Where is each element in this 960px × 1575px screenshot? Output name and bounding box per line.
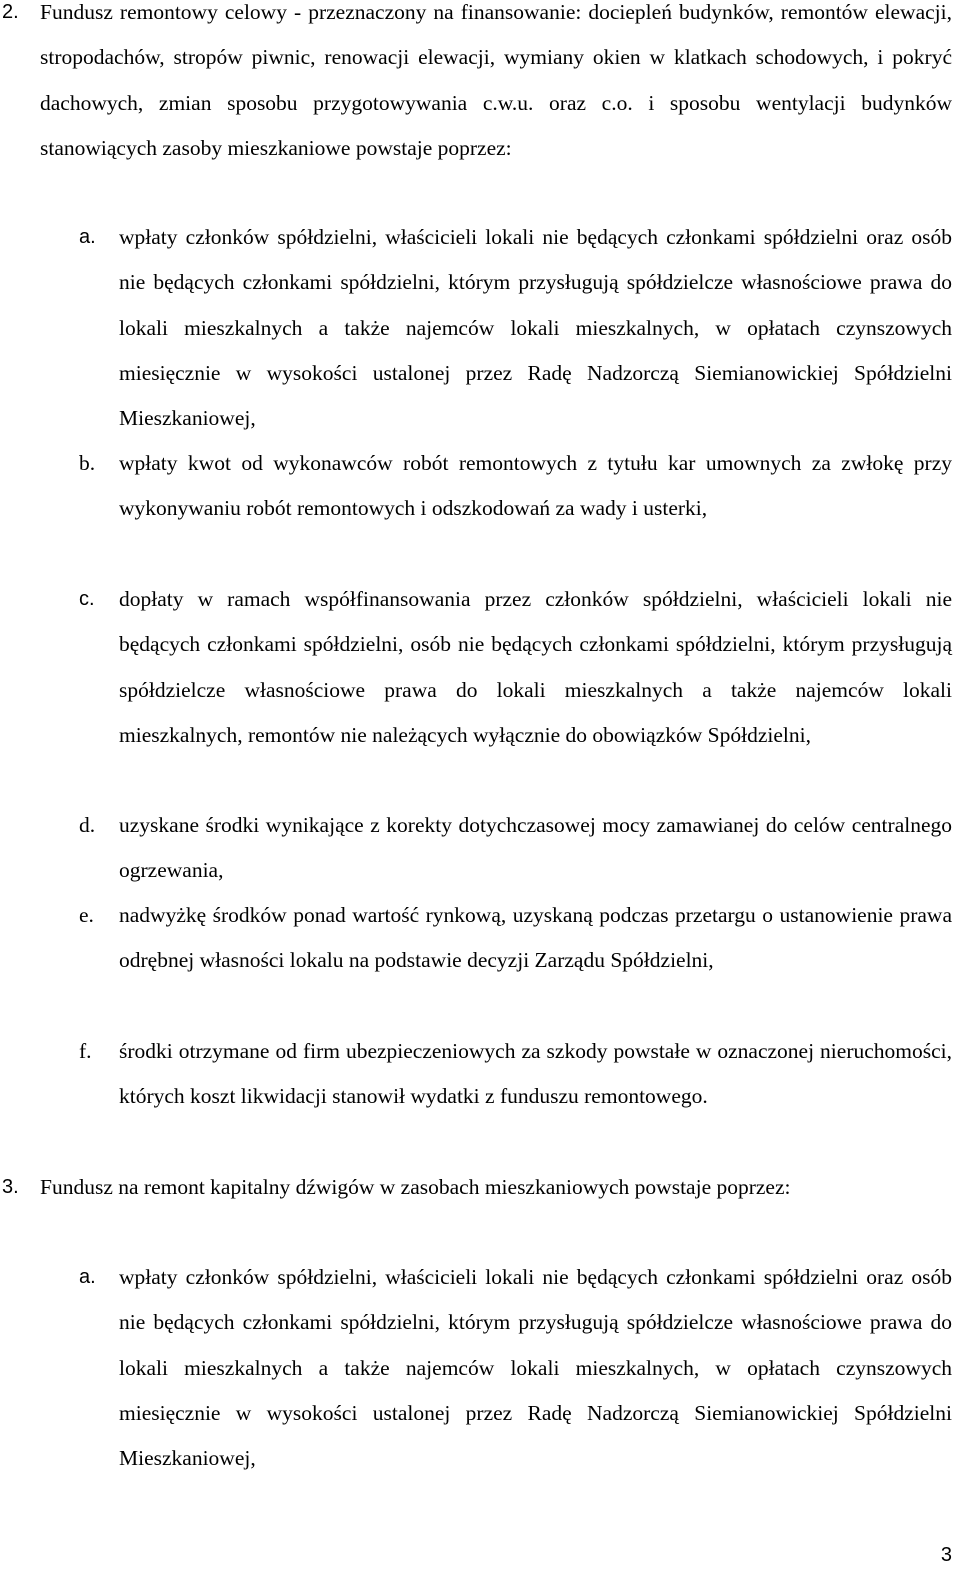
subitem-letter: a.: [79, 1266, 96, 1288]
subitem-letter: e.: [79, 903, 94, 927]
section-number: 2.: [2, 1, 19, 23]
subitem-letter: f.: [79, 1039, 92, 1063]
section-item-3: [0, 1165, 952, 1210]
subitem-letter: d.: [79, 813, 96, 837]
subitem-text: wpłaty członków spółdzielni, właścicieli lokali nie będących członkami spółdzielni oraz osób nie będących członkami spółdzielni, którym przysługują spółdzielcze własnościowe prawa do lokali mieszkalnych a także najemców lokali mieszkalnych, w opłatach czynszowych miesięcznie w wysokości ustalonej przez Radę Nadzorczą Siemianowickiej Spółdzielni Mieszkaniowej,: [119, 1265, 952, 1471]
subitem-text: nadwyżkę środków ponad wartość rynkową, uzyskaną podczas przetargu o ustanowienie prawa odrębnej własności lokalu na podstawie decyzji Zarządu Spółdzielni,: [119, 903, 952, 973]
subitem-2f: [0, 1029, 952, 1120]
section-text: Fundusz remontowy celowy - przeznaczony na finansowanie: dociepleń budynków, remontów elewacji, stropodachów, stropów piwnic, renowacji elewacji, wymiany okien w klatkach schodowych, i pokryć dachowych, zmian sposobu przygotowywania c.w.u. oraz c.o. i sposobu wentylacji budynków stanowiących zasoby mieszkaniowe powstaje poprzez:: [40, 0, 952, 160]
subitem-text: środki otrzymane od firm ubezpieczeniowych za szkody powstałe w oznaczonej nieruchomości, których koszt likwidacji stanowił wydatki z funduszu remontowego.: [119, 1039, 952, 1109]
page-number: 3: [940, 1544, 952, 1566]
subitem-text: dopłaty w ramach współfinansowania przez członków spółdzielni, właścicieli lokali nie będących członkami spółdzielni, osób nie będących członkami spółdzielni, którym przysługują spółdzielcze własnościowe prawa do lokali mieszkalnych a także najemców lokali mieszkalnych, remontów nie należących wyłącznie do obowiązków Spółdzielni,: [119, 587, 952, 747]
subitem-2b: [0, 441, 952, 532]
subitem-2d: [0, 803, 952, 894]
subitem-text: uzyskane środki wynikające z korekty dotychczasowej mocy zamawianej do celów centralnego ogrzewania,: [119, 813, 952, 883]
subitem-letter: a.: [79, 226, 96, 248]
subitem-2c: [0, 577, 952, 758]
section-number: 3.: [2, 1176, 19, 1198]
section-text: Fundusz na remont kapitalny dźwigów w zasobach mieszkaniowych powstaje poprzez:: [40, 1175, 791, 1199]
section-item-2: [0, 0, 952, 171]
subitem-2a: [0, 215, 952, 441]
subitem-letter: b.: [79, 451, 96, 475]
subitem-3a: [0, 1255, 952, 1481]
subitem-text: wpłaty kwot od wykonawców robót remontowych z tytułu kar umownych za zwłokę przy wykonywaniu robót remontowych i odszkodowań za wady i usterki,: [119, 451, 952, 521]
subitem-letter: c.: [79, 588, 95, 610]
subitem-2e: [0, 893, 952, 984]
subitem-text: wpłaty członków spółdzielni, właścicieli lokali nie będących członkami spółdzielni oraz osób nie będących członkami spółdzielni, którym przysługują spółdzielcze własnościowe prawa do lokali mieszkalnych a także najemców lokali mieszkalnych, w opłatach czynszowych miesięcznie w wysokości ustalonej przez Radę Nadzorczą Siemianowickiej Spółdzielni Mieszkaniowej,: [119, 225, 952, 431]
